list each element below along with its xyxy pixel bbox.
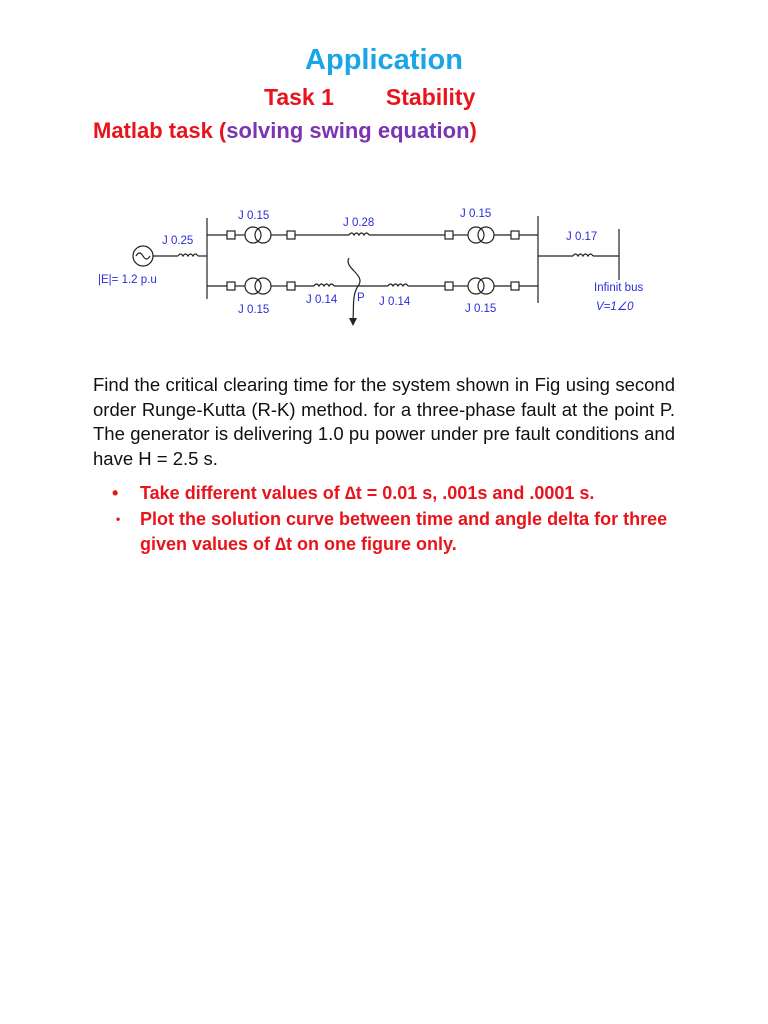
bottom-line-coil-right bbox=[388, 284, 408, 286]
emf-symbol: E bbox=[101, 274, 109, 286]
bullet-marker: • bbox=[112, 483, 119, 503]
matlab-heading bbox=[93, 118, 477, 144]
gen-reactance-coil bbox=[178, 254, 198, 256]
fault-arrow bbox=[348, 258, 360, 319]
infinite-bus-label: Infinit bus bbox=[594, 282, 644, 294]
bottom-right-transformer-label: J 0.15 bbox=[465, 303, 497, 315]
power-system-diagram bbox=[0, 195, 768, 335]
gen-reactance-label: J 0.25 bbox=[162, 235, 194, 247]
bullet-marker: • bbox=[116, 511, 121, 526]
bus-voltage-label: V=1∠0 bbox=[596, 301, 634, 313]
bullet-text: Take different values of ∆t = 0.01 s, .001s and .0001 s. bbox=[140, 483, 595, 503]
task-label: Task 1 bbox=[264, 84, 334, 110]
bottom-line-coil-left bbox=[314, 284, 334, 286]
topic-label: Stability bbox=[385, 84, 476, 110]
bullet-text: Plot the solution curve between time and angle delta for three given values of ∆t on one figure only. bbox=[140, 508, 668, 554]
emf-value: = 1.2 p.u bbox=[111, 274, 157, 286]
bus-reactance-label: J 0.17 bbox=[566, 231, 598, 243]
matlab-prefix: Matlab task ( bbox=[93, 118, 227, 143]
emf-label: |E|= 1.2 p.u bbox=[98, 274, 157, 286]
bottom-line-left-label: J 0.14 bbox=[306, 294, 338, 306]
fault-point-label: P bbox=[357, 292, 365, 304]
bottom-left-transformer-label: J 0.15 bbox=[238, 304, 270, 316]
bullet-list bbox=[112, 481, 672, 558]
fault-arrowhead bbox=[349, 318, 357, 326]
matlab-suffix: ) bbox=[469, 118, 477, 143]
bottom-line-right-label: J 0.14 bbox=[379, 296, 411, 308]
top-line-label: J 0.28 bbox=[343, 217, 375, 229]
task-heading bbox=[264, 84, 475, 111]
bullet-item bbox=[112, 481, 672, 507]
top-right-transformer-label: J 0.15 bbox=[460, 208, 492, 220]
bullet-item bbox=[112, 507, 672, 558]
matlab-highlight: solving swing equation bbox=[226, 118, 470, 143]
top-left-transformer-label: J 0.15 bbox=[238, 210, 270, 222]
page-title: Application bbox=[305, 44, 463, 76]
top-line-coil bbox=[349, 233, 369, 235]
problem-statement: Find the critical clearing time for the system shown in Fig using second order Runge-Kutta (R-K) method. for a three-phase fault at the point P. The generator is delivering 1.0 pu power under pre fault conditions and have H = 2.5 s. bbox=[93, 374, 675, 469]
bus-reactance-coil bbox=[573, 254, 593, 256]
